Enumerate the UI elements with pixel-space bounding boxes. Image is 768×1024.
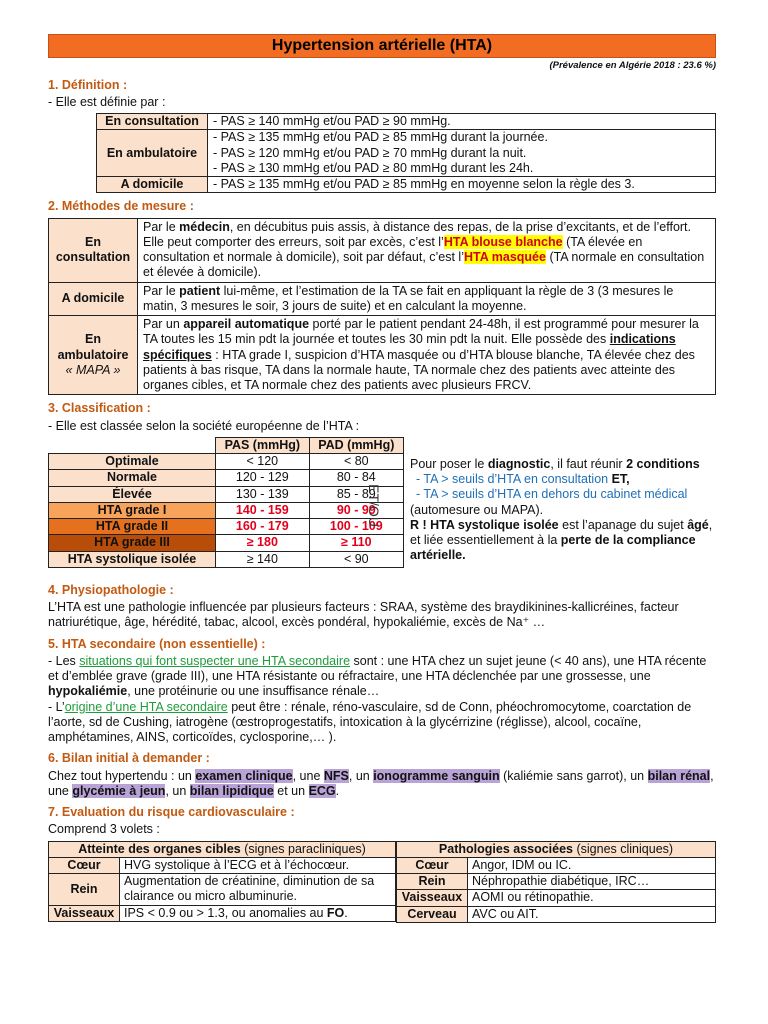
row-line: - PAS ≥ 120 mmHg et/ou PAD ≥ 70 mmHg durant la nuit. xyxy=(213,145,527,160)
row-label: A domicile xyxy=(97,177,208,193)
section-5-heading: 5. HTA secondaire (non essentielle) : xyxy=(48,636,266,651)
highlight-blouse-blanche: HTA blouse blanche xyxy=(443,234,563,249)
row-value xyxy=(208,130,716,177)
section-5-p1: - Les situations qui font suspecter une HTA secondaire sont : une HTA chez un sujet jeune (< 40 ans), une HTA récente et d’emblée grave (grade III), une HTA résistante ou réfractaire, une HTA déclenchée par une grossesse, une hypokaliémie, une protéinurie ou une insuffisance rénale… xyxy=(48,653,707,699)
highlight-masquee: HTA masquée xyxy=(464,250,546,265)
section-6-heading: 6. Bilan initial à demander : xyxy=(48,751,210,766)
table-row xyxy=(97,177,716,193)
classification-area xyxy=(48,437,716,577)
row-sublabel: « MAPA » xyxy=(65,362,121,377)
row-value xyxy=(208,177,716,193)
row-label: En consultation xyxy=(97,114,208,130)
row-label: En ambulatoire « MAPA » xyxy=(49,316,138,395)
table-row xyxy=(97,114,716,130)
page xyxy=(48,34,716,929)
table-row: Optimale < 120 < 80 xyxy=(49,454,404,470)
link-origine[interactable]: origine d’une HTA secondaire xyxy=(64,699,228,714)
table-header: Atteinte des organes cibles (signes paracliniques) xyxy=(49,841,396,857)
table-row: Normale 120 - 129 80 - 84 xyxy=(49,470,404,486)
diagnosis-note: Pour poser le diagnostic, il faut réunir 2 conditions - TA > seuils d’HTA en consultation ET, - TA > seuils d’HTA en dehors du cabinet médical (automesure ou MAPA). R ! HTA systolique isolée est l’apanage du sujet âgé, et liée essentiellement à la perte de la compliance artérielle. xyxy=(410,456,713,563)
col-pad: PAD (mmHg) xyxy=(309,437,403,453)
table-row: Élevée 130 - 139 85 - 89 xyxy=(49,486,404,502)
row-label: A domicile xyxy=(49,282,138,316)
table-row: Vaisseaux IPS < 0.9 ou > 1.3, ou anomalies au FO. xyxy=(49,905,396,921)
row-value: Par un appareil automatique porté par le patient pendant 24-48h, il est programmé pour mesurer la TA toutes les 15 min pdt la journée et toutes les 30 min pdt la nuit. Elle possède des indications spécifiques : HTA grade I, suspicion d’HTA masquée ou d’HTA blouse blanche, TA élevée chez des patients à bas risque, TA dans la normale haute, TA normale chez des patients avec atteinte des organes cibles, et TA normale chez des patients avec plusieurs FRCV. xyxy=(138,316,716,395)
table-row: HTA grade I 140 - 159 90 - 99 xyxy=(49,502,404,518)
table-row: Cerveau AVC ou AIT. xyxy=(397,906,716,922)
section-3-heading: 3. Classification : xyxy=(48,401,151,416)
associated-pathologies-table xyxy=(396,841,716,923)
prevalence-note: (Prévalence en Algérie 2018 : 23.6 %) xyxy=(549,60,716,71)
row-line: - PAS ≥ 140 mmHg et/ou PAD ≥ 90 mmHg. xyxy=(213,114,451,129)
page-title: Hypertension artérielle (HTA) xyxy=(48,34,716,58)
table-row: Rein Augmentation de créatinine, diminution de sa clairance ou micro albuminurie. xyxy=(49,874,396,906)
table-row: Rein Néphropathie diabétique, IRC… xyxy=(397,874,716,890)
table-row xyxy=(49,218,716,282)
row-line: - PAS ≥ 135 mmHg et/ou PAD ≥ 85 mmHg en moyenne selon la règle des 3. xyxy=(213,177,635,192)
section-6-text: Chez tout hypertendu : un examen clinique, une NFS, un ionogramme sanguin (kaliémie sans garrot), un bilan rénal, une glycémie à jeun, un bilan lipidique et un ECG. xyxy=(48,768,714,798)
organ-damage-table xyxy=(48,841,396,922)
section-1-heading: 1. Définition : xyxy=(48,77,128,92)
table-row: Cœur Angor, IDM ou IC. xyxy=(397,857,716,873)
table-row: HTA grade II 160 - 179 100 - 109 xyxy=(49,519,404,535)
section-2-heading: 2. Méthodes de mesure : xyxy=(48,199,194,214)
row-value: Par le médecin, en décubitus puis assis, à distance des repas, de la prise d’excitants, et de l’effort. Elle peut comporter des erreurs, soit par excès, c’est l’HTA blouse blanche (TA élevée en consultation et normale à domicile), soit par défaut, c’est l’HTA masquée (TA normale en consultation et élevée à domicile). xyxy=(138,218,716,282)
section-5-p2: - L’origine d’une HTA secondaire peut être : rénale, réno-vasculaire, sd de Conn, phéochromocytome, coarctation de l’aorte, sd de Cushing, iatrogène (œstroprogestatifs, intoxication à la glycérrizine (réglisse), alcool, cocaïne, amphétamines, AINS, corticoïdes, cyclosporine,… ). xyxy=(48,699,692,745)
table-row: HTA grade III ≥ 180 ≥ 110 xyxy=(49,535,404,551)
row-line: - PAS ≥ 135 mmHg et/ou PAD ≥ 85 mmHg durant la journée. xyxy=(213,130,548,145)
classification-table xyxy=(48,437,404,568)
link-situations[interactable]: situations qui font suspecter une HTA secondaire xyxy=(79,653,351,668)
methods-table xyxy=(48,218,716,396)
col-pas: PAS (mmHg) xyxy=(216,437,310,453)
handwritten-note: ET/OU xyxy=(365,483,382,527)
row-value xyxy=(208,114,716,130)
table-row: Vaisseaux AOMI ou rétinopathie. xyxy=(397,890,716,906)
row-value: Par le patient lui-même, et l’estimation de la TA se fait en appliquant la règle de 3 (3 mesures le matin, 3 mesures le soir, 3 jours de suite) et en calculant la moyenne. xyxy=(138,282,716,316)
row-line: - PAS ≥ 130 mmHg et/ou PAD ≥ 80 mmHg durant les 24h. xyxy=(213,160,534,175)
table-row: Cœur HVG systolique à l’ECG et à l’échocœur. xyxy=(49,857,396,873)
table-row xyxy=(49,282,716,316)
table-header: Pathologies associées (signes cliniques) xyxy=(397,841,716,857)
section-7-heading: 7. Evaluation du risque cardiovasculaire : xyxy=(48,805,295,820)
definition-table xyxy=(96,113,716,193)
table-row: HTA systolique isolée ≥ 140 < 90 xyxy=(49,551,404,567)
section-4-heading: 4. Physiopathologie : xyxy=(48,582,174,597)
row-label: En consultation xyxy=(49,218,138,282)
table-header xyxy=(49,437,404,453)
table-row xyxy=(49,316,716,395)
section-3-intro: - Elle est classée selon la société européenne de l’HTA : xyxy=(48,418,360,433)
section-1-intro: - Elle est définie par : xyxy=(48,94,166,109)
row-label: En ambulatoire xyxy=(97,130,208,177)
risk-area xyxy=(48,841,716,929)
section-7-intro: Comprend 3 volets : xyxy=(48,822,160,837)
table-row xyxy=(97,130,716,177)
section-4-text: L’HTA est une pathologie influencée par plusieurs facteurs : SRAA, système des braydikinines-kallicréines, facteur natriurétique, âge, hérédité, tabac, alcool, excès pondéral, hypokaliémie, excès de Na⁺ … xyxy=(48,600,679,630)
